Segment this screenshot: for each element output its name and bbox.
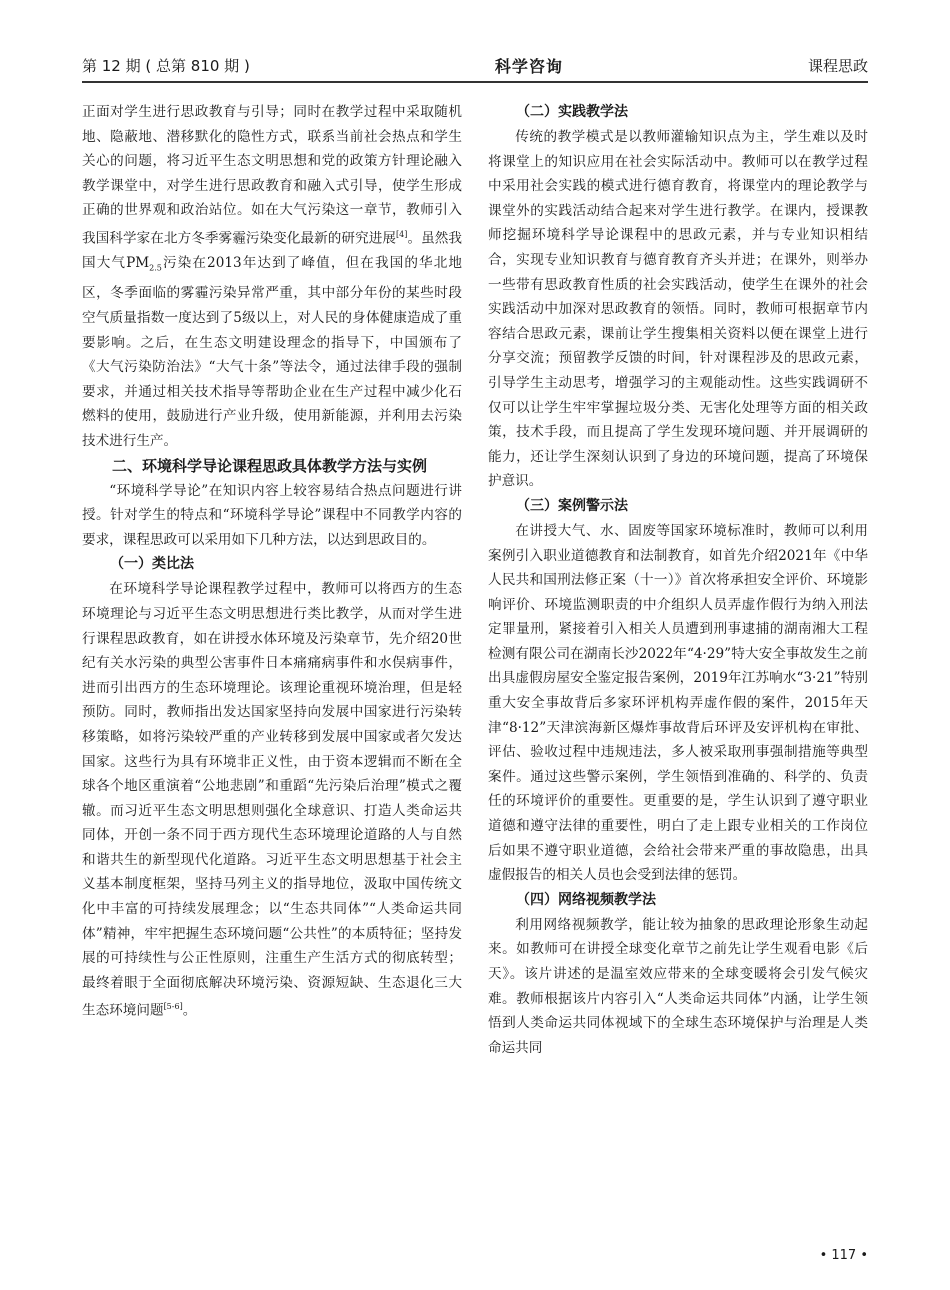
- page-header: [82, 52, 868, 78]
- paragraph-case: 在讲授大气、水、固废等国家环境标准时，教师可以利用案例引入职业道德教育和法制教育，如首先介绍2021年《中华人民共和国刑法修正案（十一）》首次将承担安全评价、环境影响评价、环境监测职责的中介组织人员弄虚作假行为纳入刑法定罪量刑，紧接着引入相关人员遭到刑事逮捕的湖南湘大工程检测有限公司在湖南长沙2022年“4·29”特大安全事故发生之前出具虚假房屋安全鉴定报告案例，2019年江苏响水“3·21”特别重大安全事故背后多家环评机构弄虚作假的案件，2015年天津“8·12”天津滨海新区爆炸事故背后环评及安评机构在审批、评估、验收过程中违规违法，多人被采取刑事强制措施等典型案件。通过这些警示案例，学生领悟到准确的、科学的、负责任的环境评价的重要性。更重要的是，学生认识到了遵守职业道德和遵守法律的重要性，明白了走上跟专业相关的工作岗位后如果不遵守职业道德，会给社会带来严重的事故隐患，出具虚假报告的相关人员也会受到法律的惩罚。: [488, 522, 868, 884]
- right-column: [488, 100, 868, 1060]
- pm-subscript: 2.5: [149, 263, 162, 273]
- citation-5-6: [5-6]: [163, 1002, 183, 1012]
- issue-label: 第 12 期 ( 总第 810 期 ): [82, 56, 250, 75]
- left-column: [82, 100, 462, 1024]
- paragraph-methods-intro: “环境科学导论”在知识内容上较容易结合热点问题进行讲授。针对学生的特点和“环境科学导论”课程中不同教学内容的要求，课程思政可以采用如下几种方法，以达到思政目的。: [82, 482, 462, 548]
- journal-title: 科学咨询: [494, 56, 563, 76]
- citation-4: [4]: [396, 229, 408, 239]
- subheading-analogy: （一）类比法: [110, 556, 194, 573]
- paragraph-intro: 正面对学生进行思政教育与引导；同时在教学过程中采取随机地、隐蔽地、潜移默化的隐性方式，联系当前社会热点和学生关心的问题，将习近平生态文明思想和党的政策方针理论融入教学课堂中，对学生进行思政教育和融入式引导，使学生形成正确的世界观和政治站位。如在大气污染这一章节，教师引入我国科学家在北方冬季雾霾污染变化最新的研究进展[4]。虽然我国大气$PM_{2.5}$污染在2013年达到了峰值，但在我国的华北地区，冬季面临的雾霾污染异常严重，其中部分年份的某些时段空气质量指数一度达到了5级以上，对人民的身体健康造成了重要影响。之后，在生态文明建设理念的指导下，中国颁布了《大气污染防治法》“大气十条”等法令，通过法律手段的强制要求，并通过相关技术指导等帮助企业在生产过程中减少化石燃料的使用，鼓励进行产业升级，使用新能源，并利用去污染技术进行生产。: [82, 104, 463, 449]
- subheading-video: （四）网络视频教学法: [516, 891, 656, 908]
- paragraph-video: 利用网络视频教学，能让较为抽象的思政理论形象生动起来。如教师可在讲授全球变化章节之前先让学生观看电影《后天》。该片讲述的是温室效应带来的全球变暖将会引发气候灾难。教师根据该片内容引入“人类命运共同体”内涵，让学生领悟到人类命运共同体视域下的全球生态环境保护与治理是人类命运共同: [488, 916, 868, 1056]
- subheading-case: （三）案例警示法: [516, 497, 628, 514]
- page-number: • 117 •: [819, 1248, 868, 1263]
- subheading-practice: （二）实践教学法: [516, 104, 628, 120]
- paragraph-analogy: 在环境科学导论课程教学过程中，教师可以将西方的生态环境理论与习近平生态文明思想进行类比教学，从而对学生进行课程思政教育，如在讲授水体环境及污染章节，先介绍20世纪有关水污染的典型公害事件日本痛痛病事件和水俣病事件，进而引出西方的生态环境理论。该理论重视环境治理，但是轻预防。同时，教师指出发达国家坚持向发展中国家进行污染转移策略，如将污染较严重的产业转移到发展中国家或者欠发达国家。这些行为具有环境非正义性，由于资本逻辑而不断在全球各个地区重演着“公地悲剧”和重蹈“先污染后治理”模式之覆辙。而习近平生态文明思想则强化全球意识、打造人类命运共同体，开创一条不同于西方现代生态环境理论道路的人与自然和谐共生的新型现代化道路。习近平生态文明思想基于社会主义基本制度框架，坚持马列主义的指导地位，汲取中国传统文化中丰富的可持续发展理念；以“生态共同体”“人类命运共同体”精神，牢牢把握生态环境问题“公共性”的本质特征；坚持发展的可持续性与公正性原则，注重生产生活方式的彻底转型；最终着眼于全面彻底解决环境污染、资源短缺、生态退化三大生态环境问题[5-6]。: [82, 581, 462, 1019]
- section-heading-2: 二、环境科学导论课程思政具体教学方法与实例: [112, 456, 428, 475]
- section-label: 课程思政: [807, 56, 868, 75]
- paragraph-practice: 传统的教学模式是以教师灌输知识点为主，学生难以及时将课堂上的知识应用在社会实际活动中。教师可以在教学过程中采用社会实践的模式进行德育教育，将课堂内的理论教学与课堂外的实践活动结合起来对学生进行教学。在课内，授课教师挖掘环境科学导论课程中的思政元素，并与专业知识相结合，实现专业知识教育与德育教育齐头并进；在课外，则举办一些带有思政教育性质的社会实践活动，使学生在课外的社会实践活动中加深对思政教育的领悟。同时，教师可根据章节内容结合思政元素，课前让学生搜集相关资料以便在课堂上进行分享交流；预留教学反馈的时间，针对课程涉及的思政元素，引导学生主动思考，增强学习的主观能动性。这些实践调研不仅可以让学生牢牢掌握垃圾分类、无害化处理等方面的相关政策，技术手段，而且提高了学生发现环境问题、并开展调研的能力，还让学生深刻认识到了身边的环境问题，提高了环境保护意识。: [488, 129, 868, 490]
- header-rule: [82, 81, 868, 83]
